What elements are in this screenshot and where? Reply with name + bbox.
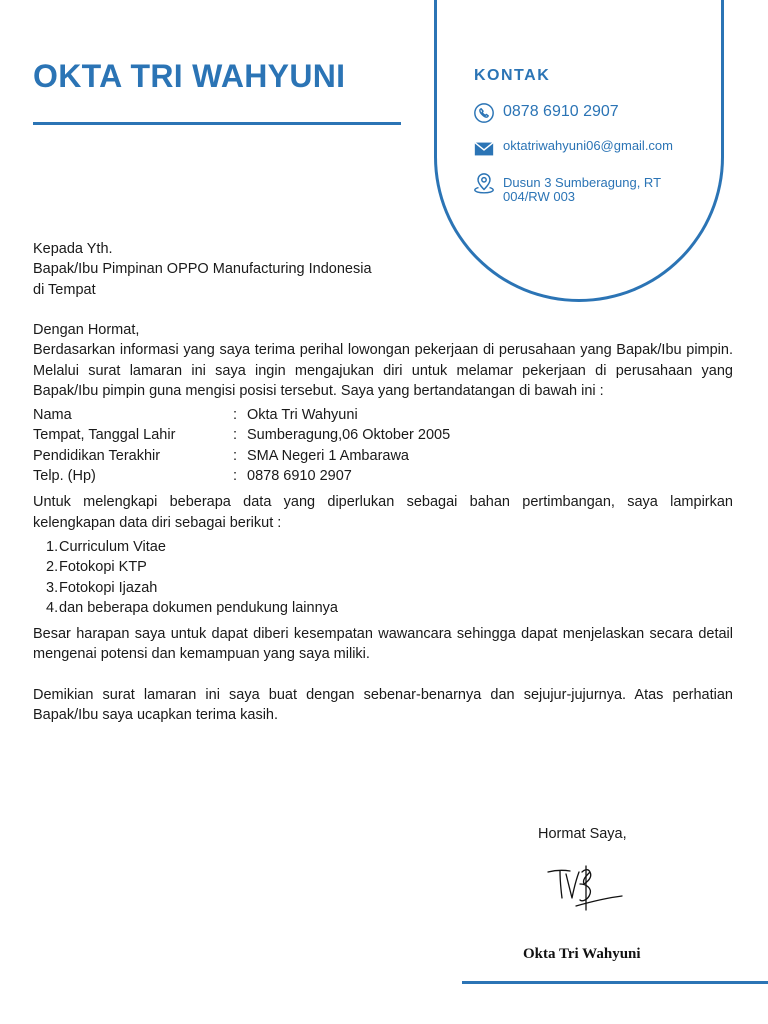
data-value: SMA Negeri 1 Ambarawa <box>247 447 409 464</box>
data-row-education <box>33 446 733 466</box>
personal-data-table <box>33 405 733 486</box>
handwritten-signature <box>546 862 626 914</box>
list-item <box>46 598 733 618</box>
list-text: Fotokopi Ijazah <box>59 579 158 596</box>
recipient-block <box>33 239 733 300</box>
data-colon: : <box>233 468 238 485</box>
signer-name: Okta Tri Wahyuni <box>523 946 641 962</box>
list-number: 1. <box>46 538 59 555</box>
contact-email <box>473 138 673 160</box>
recipient-line-2: Bapak/Ibu Pimpinan OPPO Manufacturing Indonesia <box>33 261 372 278</box>
list-text: Fotokopi KTP <box>59 559 147 576</box>
contact-phone-text: 0878 6910 2907 <box>503 103 619 120</box>
greeting: Dengan Hormat, <box>33 322 140 338</box>
recipient-line-1: Kepada Yth. <box>33 241 113 257</box>
location-pin-icon <box>473 172 495 194</box>
data-value: Okta Tri Wahyuni <box>247 407 358 424</box>
contact-address <box>473 172 703 204</box>
data-colon: : <box>233 427 238 444</box>
data-colon: : <box>233 407 238 424</box>
contact-heading: KONTAK <box>474 67 551 84</box>
letter-body <box>33 320 733 725</box>
attachment-list <box>33 537 733 618</box>
title-underline <box>33 122 401 125</box>
recipient-line-3: di Tempat <box>33 281 96 298</box>
data-row-birth <box>33 425 733 445</box>
list-number: 4. <box>46 599 59 616</box>
data-colon: : <box>233 447 238 464</box>
applicant-name-title: OKTA TRI WAHYUNI <box>33 58 346 94</box>
data-value: Sumberagung,06 Oktober 2005 <box>247 427 451 444</box>
data-row-name <box>33 405 733 425</box>
list-number: 2. <box>46 559 59 576</box>
contact-phone <box>473 102 619 124</box>
list-item <box>46 537 733 557</box>
attachment-intro-paragraph: Untuk melengkapi beberapa data yang diperlukan sebagai bahan pertimbangan, saya lampirkan kelengkapan data diri sebagai berikut : <box>33 494 733 531</box>
contact-email-text: oktatriwahyuni06@gmail.com <box>503 138 673 153</box>
list-number: 3. <box>46 579 59 596</box>
hope-paragraph: Besar harapan saya untuk dapat diberi kesempatan wawancara sehingga dapat menjelaskan secara detail mengenai potensi dan kemampuan yang saya miliki. <box>33 626 733 663</box>
data-label: Tempat, Tanggal Lahir <box>33 427 176 444</box>
list-item <box>46 578 733 598</box>
list-item <box>46 557 733 577</box>
mail-icon <box>473 138 495 160</box>
list-text: dan beberapa dokumen pendukung lainnya <box>59 599 338 616</box>
contact-address-text: Dusun 3 Sumberagung, RT 004/RW 003 <box>503 175 661 204</box>
intro-paragraph: Berdasarkan informasi yang saya terima perihal lowongan pekerjaan di perusahaan yang Bapak/Ibu pimpin. Melalui surat lamaran ini saya ingin mengajukan diri untuk melamar pekerjaan di perusahaan yang Bapak/Ibu pimpin guna mengisi posisi tersebut. Saya yang bertandatangan di bawah ini : <box>33 342 733 399</box>
data-value: 0878 6910 2907 <box>247 468 352 485</box>
closing-paragraph: Demikian surat lamaran ini saya buat dengan sebenar-benarnya dan sejujur-jujurnya. Atas perhatian Bapak/Ibu saya ucapkan terima kasih. <box>33 686 733 724</box>
data-label: Telp. (Hp) <box>33 468 96 485</box>
list-text: Curriculum Vitae <box>59 538 166 555</box>
phone-icon <box>473 102 495 124</box>
data-row-phone <box>33 466 733 486</box>
data-label: Pendidikan Terakhir <box>33 447 161 464</box>
closing-salutation: Hormat Saya, <box>538 826 627 842</box>
data-label: Nama <box>33 407 72 424</box>
footer-rule <box>462 981 768 984</box>
